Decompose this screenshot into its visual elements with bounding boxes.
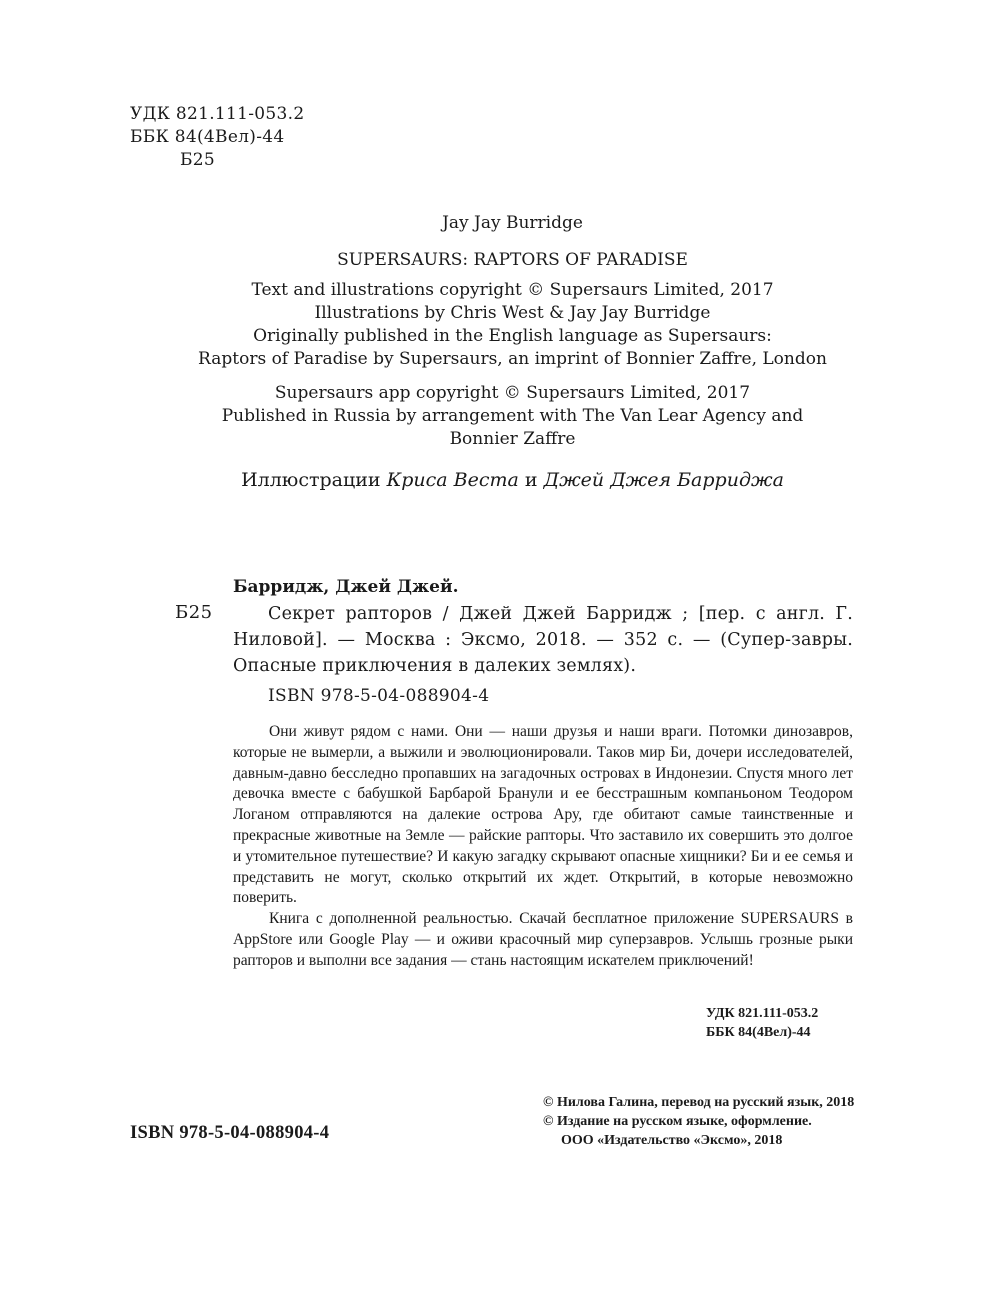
- copyright-block: [120, 279, 905, 371]
- annotation-paragraph: Книга с дополненной реальностью. Скачай бесплатное приложение SUPERSAURS в AppStore или Google Play — и оживи красочный мир суперзавров. Услышь грозные рыки рапторов и выполни все задания — стань настоящим искателем приключений!: [233, 910, 853, 969]
- publisher-copyright: ООО «Издательство «Эксмо», 2018: [561, 1133, 783, 1148]
- illustrator-1: Криса Веста: [386, 469, 519, 491]
- catalog-description: Секрет рапторов / Джей Джей Барридж ; [пер. с англ. Г. Ниловой]. — Москва : Эксмо, 2018. — 352 с. — (Супер-завры. Опасные приключения в далеких землях).: [233, 604, 853, 676]
- catalog-isbn: ISBN 978-5-04-088904-4: [268, 686, 490, 706]
- translation-copyright: © Нилова Галина, перевод на русский язык, 2018: [543, 1095, 855, 1110]
- app-copyright-line: Supersaurs app copyright © Supersaurs Limited, 2017: [274, 383, 751, 403]
- classification-codes: [130, 103, 304, 172]
- illustrator-2: Джей Джея Барриджа: [543, 469, 784, 491]
- illustrations-conj: и: [518, 469, 544, 491]
- bottom-classification-codes: [706, 1004, 818, 1042]
- annotation: [233, 722, 853, 972]
- catalog-author: Барридж, Джей Джей.: [233, 577, 459, 597]
- app-copyright-block: [120, 382, 905, 451]
- udk-code: УДК 821.111-053.2: [130, 104, 305, 124]
- edition-copyright: © Издание на русском языке, оформление.: [543, 1114, 812, 1129]
- app-copyright-line: Bonnier Zaffre: [449, 429, 576, 449]
- original-author: Jay Jay Burridge: [442, 213, 583, 233]
- author-mark: Б25: [180, 150, 216, 170]
- ru-illustrations-credit: [120, 469, 905, 492]
- copyright-line: Originally published in the English language as Supersaurs:: [253, 326, 772, 346]
- original-title: SUPERSAURS: RAPTORS OF PARADISE: [337, 250, 688, 270]
- copyright-line: Illustrations by Chris West & Jay Jay Burridge: [314, 303, 711, 323]
- illustrations-prefix: Иллюстрации: [241, 469, 387, 491]
- bottom-isbn: ISBN 978-5-04-088904-4: [130, 1123, 330, 1143]
- bbk-code-bottom: ББК 84(4Вел)-44: [706, 1025, 811, 1040]
- annotation-paragraph: Они живут рядом с нами. Они — наши друзья и наши враги. Потомки динозавров, которые не вымерли, а выжили и эволюционировали. Таков мир Би, дочери исследователей, давным-давно бесследно пропавших на загадочных островах в Индонезии. Спустя много лет девочка вместе с бабушкой Барбарой Бранули и ее бесстрашным компаньоном Теодором Логаном отправляются на далекие острова Ару, где обитают самые таинственные и прекрасные животные на Земле — райские рапторы. Что заставило их совершить это долгое и утомительное путешествие? И какую загадку скрывают опасные хищники? Би и ее семья и представить не могут, сколько открытий их ждет. Открытий, в которые невозможно поверить.: [233, 723, 853, 907]
- bbk-code: ББК 84(4Вел)-44: [130, 127, 285, 147]
- udk-code-bottom: УДК 821.111-053.2: [706, 1006, 819, 1021]
- russian-copyright: [543, 1093, 854, 1150]
- catalog-mark: Б25: [175, 602, 213, 623]
- copyright-line: Raptors of Paradise by Supersaurs, an imprint of Bonnier Zaffre, London: [198, 349, 827, 369]
- app-copyright-line: Published in Russia by arrangement with The Van Lear Agency and: [221, 406, 804, 426]
- copyright-line: Text and illustrations copyright © Supersaurs Limited, 2017: [251, 280, 774, 300]
